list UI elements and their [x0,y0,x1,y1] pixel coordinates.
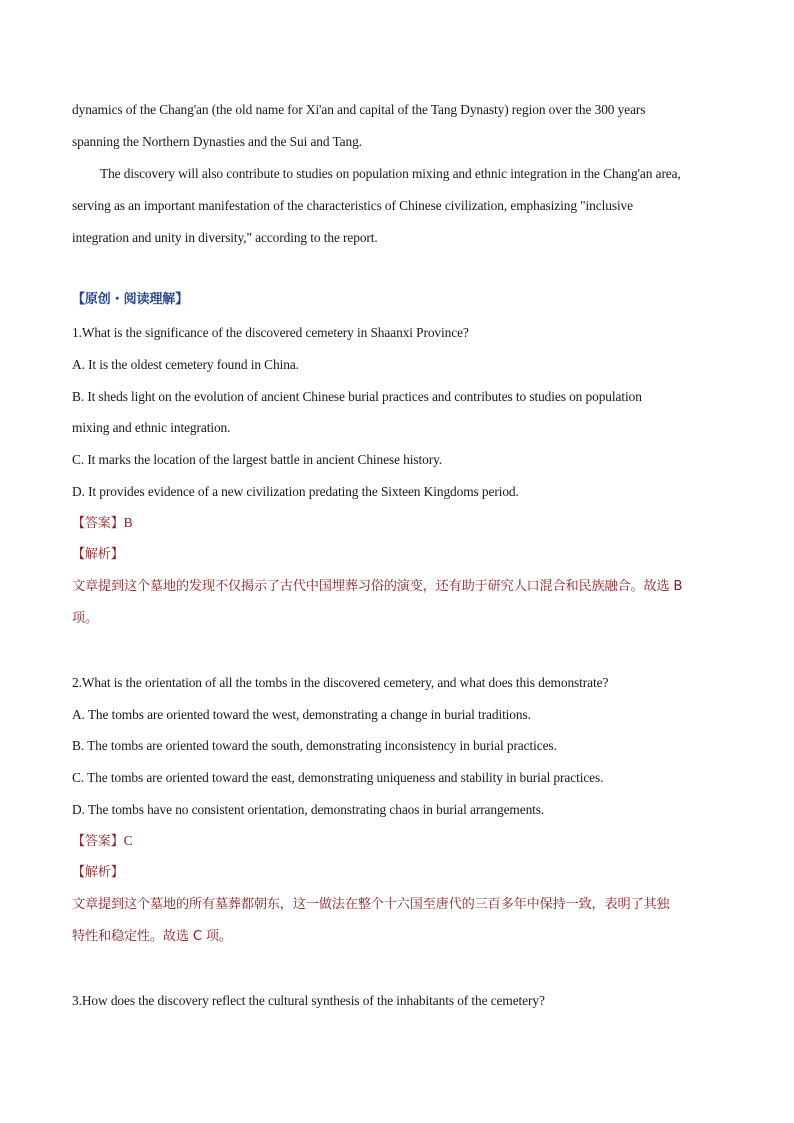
question-1-analysis-line: 文章提到这个墓地的发现不仅揭示了古代中国埋葬习俗的演变，还有助于研究人口混合和民族融合。故选 B [72,579,683,594]
question-1-option-d: D. It provides evidence of a new civilization predating the Sixteen Kingdoms period. [72,484,519,499]
question-1-option-b: B. It sheds light on the evolution of ancient Chinese burial practices and contributes to studies on population [72,389,642,404]
question-2-analysis-line: 文章提到这个墓地的所有墓葬都朝东，这一做法在整个十六国至唐代的三百多年中保持一致，表明了其独 [72,897,670,912]
question-2-option-a: A. The tombs are oriented toward the west, demonstrating a change in burial traditions. [72,707,531,722]
passage-line: dynamics of the Chang'an (the old name for Xi'an and capital of the Tang Dynasty) region over the 300 years [72,102,646,117]
question-2-stem: 2.What is the orientation of all the tombs in the discovered cemetery, and what does this demonstrate? [72,675,609,690]
question-1-option-b-cont: mixing and ethnic integration. [72,420,231,435]
section-tag: 【原创・阅读理解】 [72,292,189,307]
question-1-analysis-line: 项。 [72,611,98,626]
question-2-option-c: C. The tombs are oriented toward the east, demonstrating uniqueness and stability in burial practices. [72,770,604,785]
question-1-option-a: A. It is the oldest cemetery found in China. [72,357,299,372]
question-2-option-b: B. The tombs are oriented toward the south, demonstrating inconsistency in burial practices. [72,738,557,753]
question-1-answer [72,514,132,533]
answer-value: C [123,833,133,848]
passage-line: The discovery will also contribute to studies on population mixing and ethnic integration in the Chang'an area, [100,166,681,181]
question-2-answer [72,832,132,851]
question-2-analysis-label: 【解析】 [72,865,124,880]
question-2-option-d: D. The tombs have no consistent orientation, demonstrating chaos in burial arrangements. [72,802,545,817]
answer-value: B [123,515,133,530]
passage-line: integration and unity in diversity," according to the report. [72,230,378,245]
question-2-analysis-line: 特性和稳定性。故选 C 项。 [72,929,232,944]
passage-line: serving as an important manifestation of the characteristics of Chinese civilization, emphasizing "inclusive [72,198,633,213]
question-1-stem: 1.What is the significance of the discovered cemetery in Shaanxi Province? [72,325,469,340]
question-1-option-c: C. It marks the location of the largest battle in ancient Chinese history. [72,452,443,467]
question-1-analysis-label: 【解析】 [72,547,124,562]
answer-label: 【答案】 [72,516,124,531]
answer-label: 【答案】 [72,834,124,849]
passage-line: spanning the Northern Dynasties and the Sui and Tang. [72,134,362,149]
question-3-stem: 3.How does the discovery reflect the cultural synthesis of the inhabitants of the cemetery? [72,993,545,1008]
